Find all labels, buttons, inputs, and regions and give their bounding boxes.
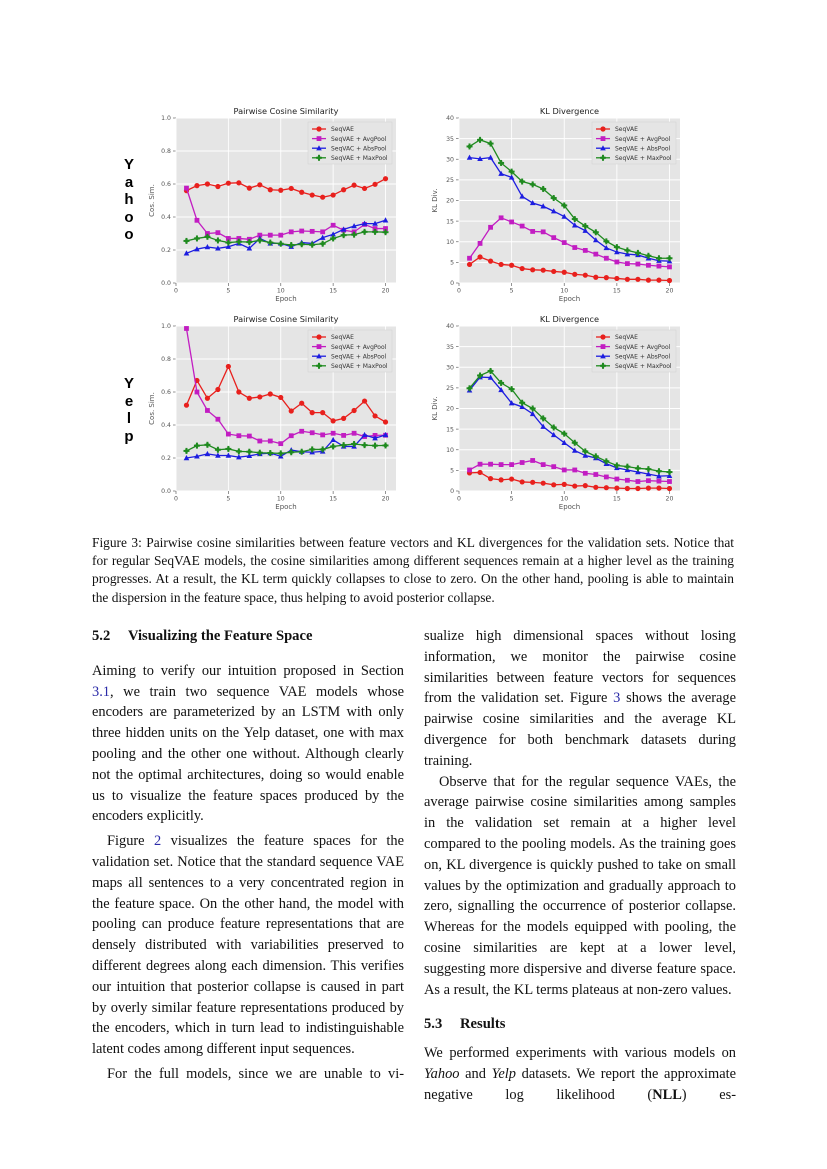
legend [308,122,392,164]
x-axis-label: Epoch [558,295,581,303]
data-point [316,334,321,339]
x-tick-label: 15 [612,495,621,503]
data-point [667,486,672,491]
paragraph: sualize high dimensional spaces without losing information, we monitor the pairwise cosine similarities between feature vectors for sequences from the validation set. Figure 3 shows the average pairwise cosine similarities and the average KL divergence for both benchmark datasets during training. [424,628,736,769]
y-tick-label: 25 [446,177,454,185]
x-axis-label: Epoch [275,503,297,511]
y-tick-label: 0 [450,488,454,496]
data-point [247,396,252,401]
data-point [604,475,609,480]
data-point [268,233,273,238]
data-point [226,181,231,186]
data-point [268,187,273,192]
x-tick-label: 10 [276,287,285,295]
y-tick-label: 20 [446,197,454,205]
x-tick-label: 20 [665,495,674,503]
data-point [656,278,661,283]
data-point [331,192,336,197]
data-point [499,215,504,220]
legend-entry: SeqVAE + MaxPool [331,363,388,370]
data-point [636,262,641,267]
x-tick-label: 5 [226,287,231,295]
legend-entry: SeqVAE + MaxPool [615,155,672,162]
data-point [551,235,556,240]
data-point [194,183,199,188]
data-point [317,136,322,141]
data-point [625,277,630,282]
data-point [541,229,546,234]
data-point [583,471,588,476]
data-point [657,479,662,484]
data-point [667,479,672,484]
data-point [583,273,588,278]
y-tick-label: 25 [446,385,454,393]
data-point [320,433,325,438]
data-point [614,260,619,265]
x-axis-label: Epoch [558,503,581,511]
data-point [289,433,294,438]
data-point [236,389,241,394]
y-axis-label: Cos. Sim. [148,392,156,425]
data-point [216,230,221,235]
y-tick-label: 30 [446,156,454,164]
data-point [320,229,325,234]
data-point [593,472,598,477]
data-point [509,220,514,225]
data-point [299,229,304,234]
y-tick-label: 35 [446,135,454,143]
legend-entry: SeqVAE + AvgPool [615,135,671,143]
data-point [600,334,605,339]
data-point [646,478,651,483]
data-point [657,264,662,269]
data-point [383,419,388,424]
data-point [625,261,630,266]
y-tick-label: 0.6 [161,181,171,189]
y-axis-label: KL Div. [431,188,439,213]
row-label-yahoo [122,156,136,244]
data-point [205,181,210,186]
data-point [477,470,482,475]
x-tick-label: 15 [329,287,338,295]
y-tick-label: 40 [446,323,454,331]
y-tick-label: 35 [446,343,454,351]
chart-title: Pairwise Cosine Similarity [233,106,339,116]
data-point [530,229,535,234]
data-point [601,344,606,349]
data-point [310,192,315,197]
chart-yahoo-kl-divergence [430,100,690,310]
row-label-letter: p [124,427,134,445]
data-point [310,430,315,435]
data-point [520,460,525,465]
data-point [257,182,262,187]
data-point [299,429,304,434]
legend-entry: SeqVAE [615,334,638,342]
legend-entry: SeqVAE [331,334,354,342]
y-tick-label: 0.2 [161,455,171,463]
x-tick-label: 0 [457,287,461,295]
row-label-letter: l [126,410,132,427]
figure-caption: Figure 3: Pairwise cosine similarities between feature vectors and KL divergences for the validation sets. Notice that for regular SeqVAE models, the cosine similarities among different sequences remain at a higher level as the training progresses. At a result, the KL term quickly collapses to close to zero. On the other hand, pooling is able to maintain the dispersion in the feature space, thus helping to avoid posterior collapse. [92,535,734,605]
data-point [205,408,210,413]
row-label-letter: h [124,191,134,208]
right-column [424,626,736,1106]
legend-entry: SeqVAE + MaxPool [615,363,672,370]
data-point [331,223,336,228]
data-point [341,187,346,192]
data-point [226,432,231,437]
row-label-letter: a [124,173,134,191]
data-point [562,482,567,487]
x-tick-label: 10 [276,495,285,503]
chart-yahoo-cosine-similarity [140,100,410,310]
data-point [372,182,377,187]
row-label-letter: o [124,208,134,226]
x-tick-label: 0 [174,287,178,295]
data-point [477,254,482,259]
data-point [184,186,189,191]
y-tick-label: 0.2 [161,247,171,255]
data-point [520,224,525,229]
paragraph: For the full models, since we are unable to vi- [107,1065,404,1082]
data-point [289,186,294,191]
y-tick-label: 1.0 [161,115,171,123]
chart-title: KL Divergence [539,314,600,324]
data-point [509,476,514,481]
data-point [236,180,241,185]
x-tick-label: 10 [560,495,569,503]
data-point [562,468,567,473]
figure-ref-link[interactable]: 3 [613,690,621,707]
y-tick-label: 15 [446,218,454,226]
chart-title: Pairwise Cosine Similarity [233,314,339,324]
legend-entry: SeqVAE + AbsPool [615,353,671,361]
row-label-yelp [122,375,136,445]
x-tick-label: 5 [509,495,514,503]
data-point [625,478,630,483]
data-point [478,241,483,246]
data-point [278,395,283,400]
y-tick-label: 0.0 [161,280,171,288]
legend-entry: SeqVAE [615,126,638,134]
data-point [372,413,377,418]
data-point [215,387,220,392]
data-point [289,229,294,234]
legend-entry: SeqVAE + MaxPool [331,155,388,162]
data-point [572,483,577,488]
paragraph: Observe that for the regular sequence VAEs, the average pairwise cosine similarities among samples in the validation set remain at a higher level compared to the pooling models. As the training goes on, KL divergence is quickly pushed to take on small values by the optimization and gradually approach to zero, signalling the occurrence of posterior collapse. Whereas for the models equipped with pooling, the cosine similarities are kept at a lower level, suggesting more dispersive and diverse feature space. As a result, the KL terms plateaus at non-zero values. [424,773,736,998]
data-point [320,410,325,415]
data-point [572,468,577,473]
row-label-letter: Y [123,156,134,173]
legend-entry: SeqVAE [331,126,354,134]
data-point [257,439,262,444]
data-point [551,269,556,274]
data-point [226,364,231,369]
y-tick-label: 0.0 [161,488,171,496]
data-point [530,480,535,485]
data-point [467,468,472,473]
data-point [604,485,609,490]
section-heading-5-2: 5.2 Visualizing the Feature Space [92,628,313,644]
data-point [278,188,283,193]
data-point [488,259,493,264]
row-label-letter: o [124,226,134,243]
data-point [247,434,252,439]
data-point [216,417,221,422]
x-axis-label: Epoch [275,295,297,303]
data-point [320,195,325,200]
legend-entry: SeqVAE + AvgPool [615,343,671,351]
legend-entry: SeqVAE + AbsPool [331,353,387,361]
data-point [499,462,504,467]
data-point [614,276,619,281]
data-point [331,418,336,423]
data-point [636,479,641,484]
data-point [667,278,672,283]
data-point [593,252,598,257]
y-tick-label: 40 [446,115,454,123]
data-point [331,431,336,436]
data-point [278,441,283,446]
data-point [635,486,640,491]
data-point [562,240,567,245]
data-point [362,186,367,191]
data-point [656,486,661,491]
data-point [600,126,605,131]
data-point [362,398,367,403]
data-point [215,184,220,189]
y-tick-label: 0.6 [161,389,171,397]
data-point [646,263,651,268]
data-point [247,186,252,191]
paragraph: We performed experiments with various models on Yahoo and Yelp datasets. We report the approximate negative log likelihood (NLL) es- [424,1045,737,1103]
y-tick-label: 20 [446,405,454,413]
data-point [572,245,577,250]
legend-entry: SeqVAE + AvgPool [331,135,387,143]
data-point [614,477,619,482]
y-tick-label: 5 [450,467,454,475]
data-point [520,266,525,271]
y-tick-label: 10 [446,238,454,246]
data-point [593,275,598,280]
data-point [604,275,609,280]
data-point [541,462,546,467]
legend-entry: SeqVAC + AbsPool [331,145,387,153]
data-point [268,439,273,444]
data-point [593,485,598,490]
y-axis-label: Cos. Sim. [148,184,156,217]
data-point [583,483,588,488]
x-tick-label: 20 [381,287,390,295]
data-point [520,479,525,484]
data-point [551,464,556,469]
data-point [614,486,619,491]
data-point [236,433,241,438]
data-point [635,277,640,282]
legend [308,330,392,372]
data-point [310,229,315,234]
y-tick-label: 15 [446,426,454,434]
data-point [257,394,262,399]
section-ref-link[interactable]: 3.1 [92,683,110,700]
section-heading-5-3: 5.3 Results [424,1016,506,1033]
data-point [341,433,346,438]
data-point [195,390,200,395]
data-point [317,344,322,349]
y-tick-label: 0.4 [161,214,171,222]
data-point [625,486,630,491]
y-tick-label: 5 [450,259,454,267]
data-point [184,403,189,408]
data-point [667,265,672,270]
data-point [467,256,472,261]
data-point [498,262,503,267]
figure-ref-link[interactable]: 2 [154,833,162,850]
y-tick-label: 0 [450,280,454,288]
data-point [488,462,493,467]
x-tick-label: 5 [226,495,231,503]
data-point [341,416,346,421]
y-tick-label: 0.4 [161,422,171,430]
x-tick-label: 15 [329,495,338,503]
data-point [278,233,283,238]
x-tick-label: 20 [665,287,674,295]
data-point [646,486,651,491]
data-point [572,272,577,277]
x-tick-label: 0 [457,495,461,503]
data-point [299,401,304,406]
data-point [604,256,609,261]
legend [592,122,676,164]
data-point [184,326,189,331]
data-point [268,391,273,396]
data-point [646,278,651,283]
data-point [351,408,356,413]
data-point [205,396,210,401]
left-column [92,626,404,1085]
y-tick-label: 10 [446,446,454,454]
data-point [541,481,546,486]
data-point [195,218,200,223]
data-point [310,410,315,415]
data-point [488,476,493,481]
data-point [467,262,472,267]
paragraph: Figure 2 visualizes the feature spaces for the validation set. Notice that the standard sequence VAE maps all sentences to a very concentrated region in the feature space. On the other hand, the model with pooling can produce feature representations that are densely distributed with variabilities preserved to different degrees along each dimension. This verifies our intuition that posterior collapse is caused in part by overly similar feature representations produced by the encoders, which in turn lead to indistinguishable latent codes among different input sequences. [92,833,404,1058]
data-point [316,126,321,131]
data-point [509,263,514,268]
x-tick-label: 15 [612,287,621,295]
data-point [583,248,588,253]
y-tick-label: 0.8 [161,148,171,156]
y-tick-label: 1.0 [161,323,171,331]
x-tick-label: 20 [381,495,390,503]
data-point [383,176,388,181]
y-tick-label: 0.8 [161,356,171,364]
data-point [289,408,294,413]
data-point [478,462,483,467]
data-point [498,477,503,482]
x-tick-label: 10 [560,287,569,295]
data-point [541,268,546,273]
data-point [530,267,535,272]
data-point [488,225,493,230]
legend [592,330,676,372]
data-point [562,270,567,275]
data-point [551,482,556,487]
legend-entry: SeqVAE + AbsPool [615,145,671,153]
chart-title: KL Divergence [539,106,600,116]
data-point [299,190,304,195]
x-tick-label: 0 [174,495,178,503]
legend-entry: SeqVAE + AvgPool [331,343,387,351]
data-point [352,431,357,436]
y-tick-label: 30 [446,364,454,372]
data-point [509,462,514,467]
chart-yelp-kl-divergence [430,308,690,518]
data-point [601,136,606,141]
row-label-letter: Y [123,375,134,392]
chart-yelp-cosine-similarity [140,308,410,518]
data-point [530,458,535,463]
x-tick-label: 5 [509,287,514,295]
paragraph: Aiming to verify our intuition proposed in Section 3.1, we train two sequence VAE models whose encoders are parameterized by an LSTM with only three hidden units on the Yelp dataset, one with max pooling and the other one without. Although clearly not the optimal architectures, doing so would enable us to visualize the feature spaces produced by the encoders explicitly. [92,662,404,825]
y-axis-label: KL Div. [431,396,439,421]
row-label-letter: e [124,392,134,410]
data-point [351,183,356,188]
